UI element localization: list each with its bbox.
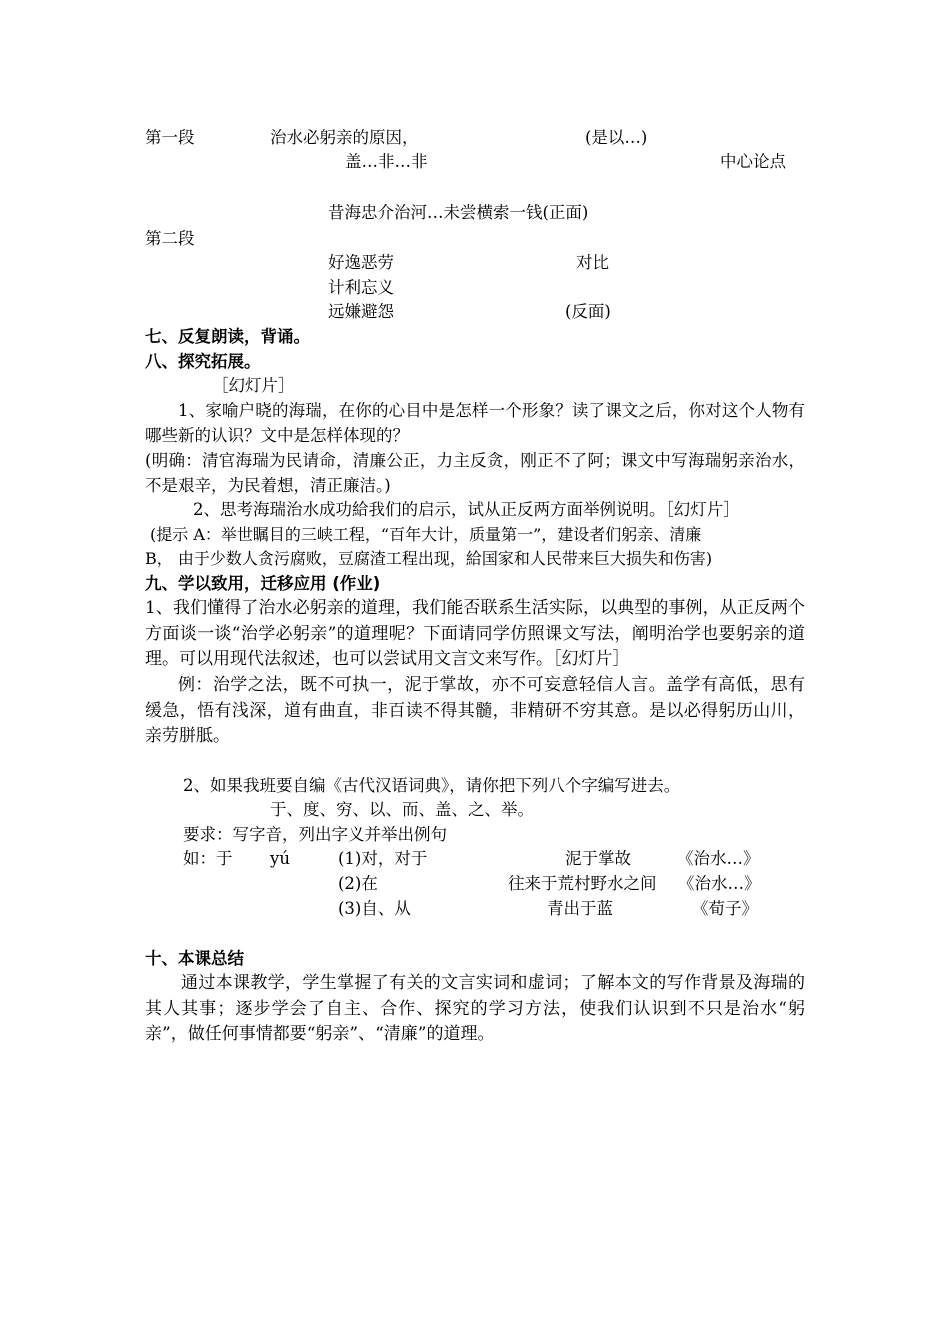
question-1: 1、家喻户晓的海瑞，在你的心目中是怎样一个形象？读了课文之后，你对这个人物有哪些新的认识？文中是怎样体现的？	[145, 401, 805, 445]
entry-example-2: 往来于荒村野水之间	[508, 874, 657, 893]
entry-meaning-2: (2)在	[338, 874, 378, 893]
outline-shiyi: (是以…)	[585, 128, 648, 147]
example-text: 例：治学之法，既不可执一，泥于掌故，亦不可妄意轻信人言。盖学有高低，思有缓急，悟有浅深，道有曲直，非百读不得其髓，非精研不穷其意。是以必得躬历山川，亲劳胼胝。	[145, 675, 805, 746]
entry-source-1: 《治水…》	[677, 849, 760, 868]
slide-label: ［幻灯片］	[212, 376, 295, 395]
entry-source-3: 《荀子》	[692, 899, 758, 918]
heading-section7: 七、反复朗读，背诵。	[145, 327, 310, 346]
heading-section9: 九、学以致用，迁移应用 (作业)	[145, 574, 381, 593]
task-2: 2、如果我班要自编《古代汉语词典》，请你把下列八个字编写进去。	[183, 776, 681, 795]
outline-section1-label: 第一段	[145, 128, 195, 147]
question-1-answer: (明确：清官海瑞为民请命，清廉公正，力主反贪，刚正不了阿；课文中写海瑞躬亲治水，不是艰辛，为民着想，清正廉洁。)	[145, 451, 805, 495]
outline-item2: 计利忘义	[328, 278, 394, 297]
entry-example-1: 泥于掌故	[565, 849, 631, 868]
entry-meaning-3: (3)自、从	[338, 899, 411, 918]
hint-a: (提示 A：举世瞩目的三峡工程，“百年大计，质量第一”，建设者们躬亲、清廉	[150, 525, 702, 544]
task-1: 1、我们懂得了治水必躬亲的道理，我们能否联系生活实际，以典型的事例，从正反两个方面谈一谈“治学必躬亲”的道理呢？下面请同学仿照课文写法，阐明治学也要躬亲的道理。可以用现代法叙述，也可以尝试用文言文来写作。［幻灯片］	[145, 598, 805, 669]
summary-text: 通过本课教学，学生掌握了有关的文言实词和虚词；了解本文的写作背景及海瑞的其人其事；逐步学会了自主、合作、探究的学习方法，使我们认识到不只是治水“躬亲”，做任何事情都要“躬亲”、“清廉”的道理。	[145, 973, 805, 1044]
hint-b: B， 由于少数人贪污腐败，豆腐渣工程出现，給国家和人民带来巨大损失和伤害)	[145, 549, 713, 568]
outline-positive: 昔海忠介治河…未尝横索一钱(正面)	[328, 203, 589, 222]
char-list: 于、度、穷、以、而、盖、之、举。	[270, 800, 534, 819]
outline-negative: (反面)	[565, 302, 611, 321]
heading-section10: 十、本课总结	[145, 949, 244, 968]
outline-gai: 盖…非…非	[345, 152, 428, 171]
outline-section2-label: 第二段	[145, 229, 195, 248]
outline-center-argument: 中心论点	[720, 152, 786, 171]
requirement: 要求：写字音，列出字义并举出例句	[183, 825, 447, 844]
entry-source-2: 《治水…》	[678, 874, 761, 893]
entry-example-3: 青出于蓝	[547, 899, 613, 918]
entry-pinyin: yú	[270, 849, 290, 868]
heading-section8: 八、探究拓展。	[145, 352, 261, 371]
entry-prefix: 如：于	[183, 849, 233, 868]
question-2: 2、思考海瑞治水成功給我们的启示，试从正反两方面举例说明。［幻灯片］	[193, 500, 740, 519]
outline-item1: 好逸恶劳	[328, 253, 394, 272]
entry-meaning-1: (1)对，对于	[338, 849, 428, 868]
outline-item3: 远嫌避怨	[328, 302, 394, 321]
outline-section1-reason: 治水必躬亲的原因，	[270, 128, 419, 147]
outline-contrast: 对比	[576, 253, 609, 272]
